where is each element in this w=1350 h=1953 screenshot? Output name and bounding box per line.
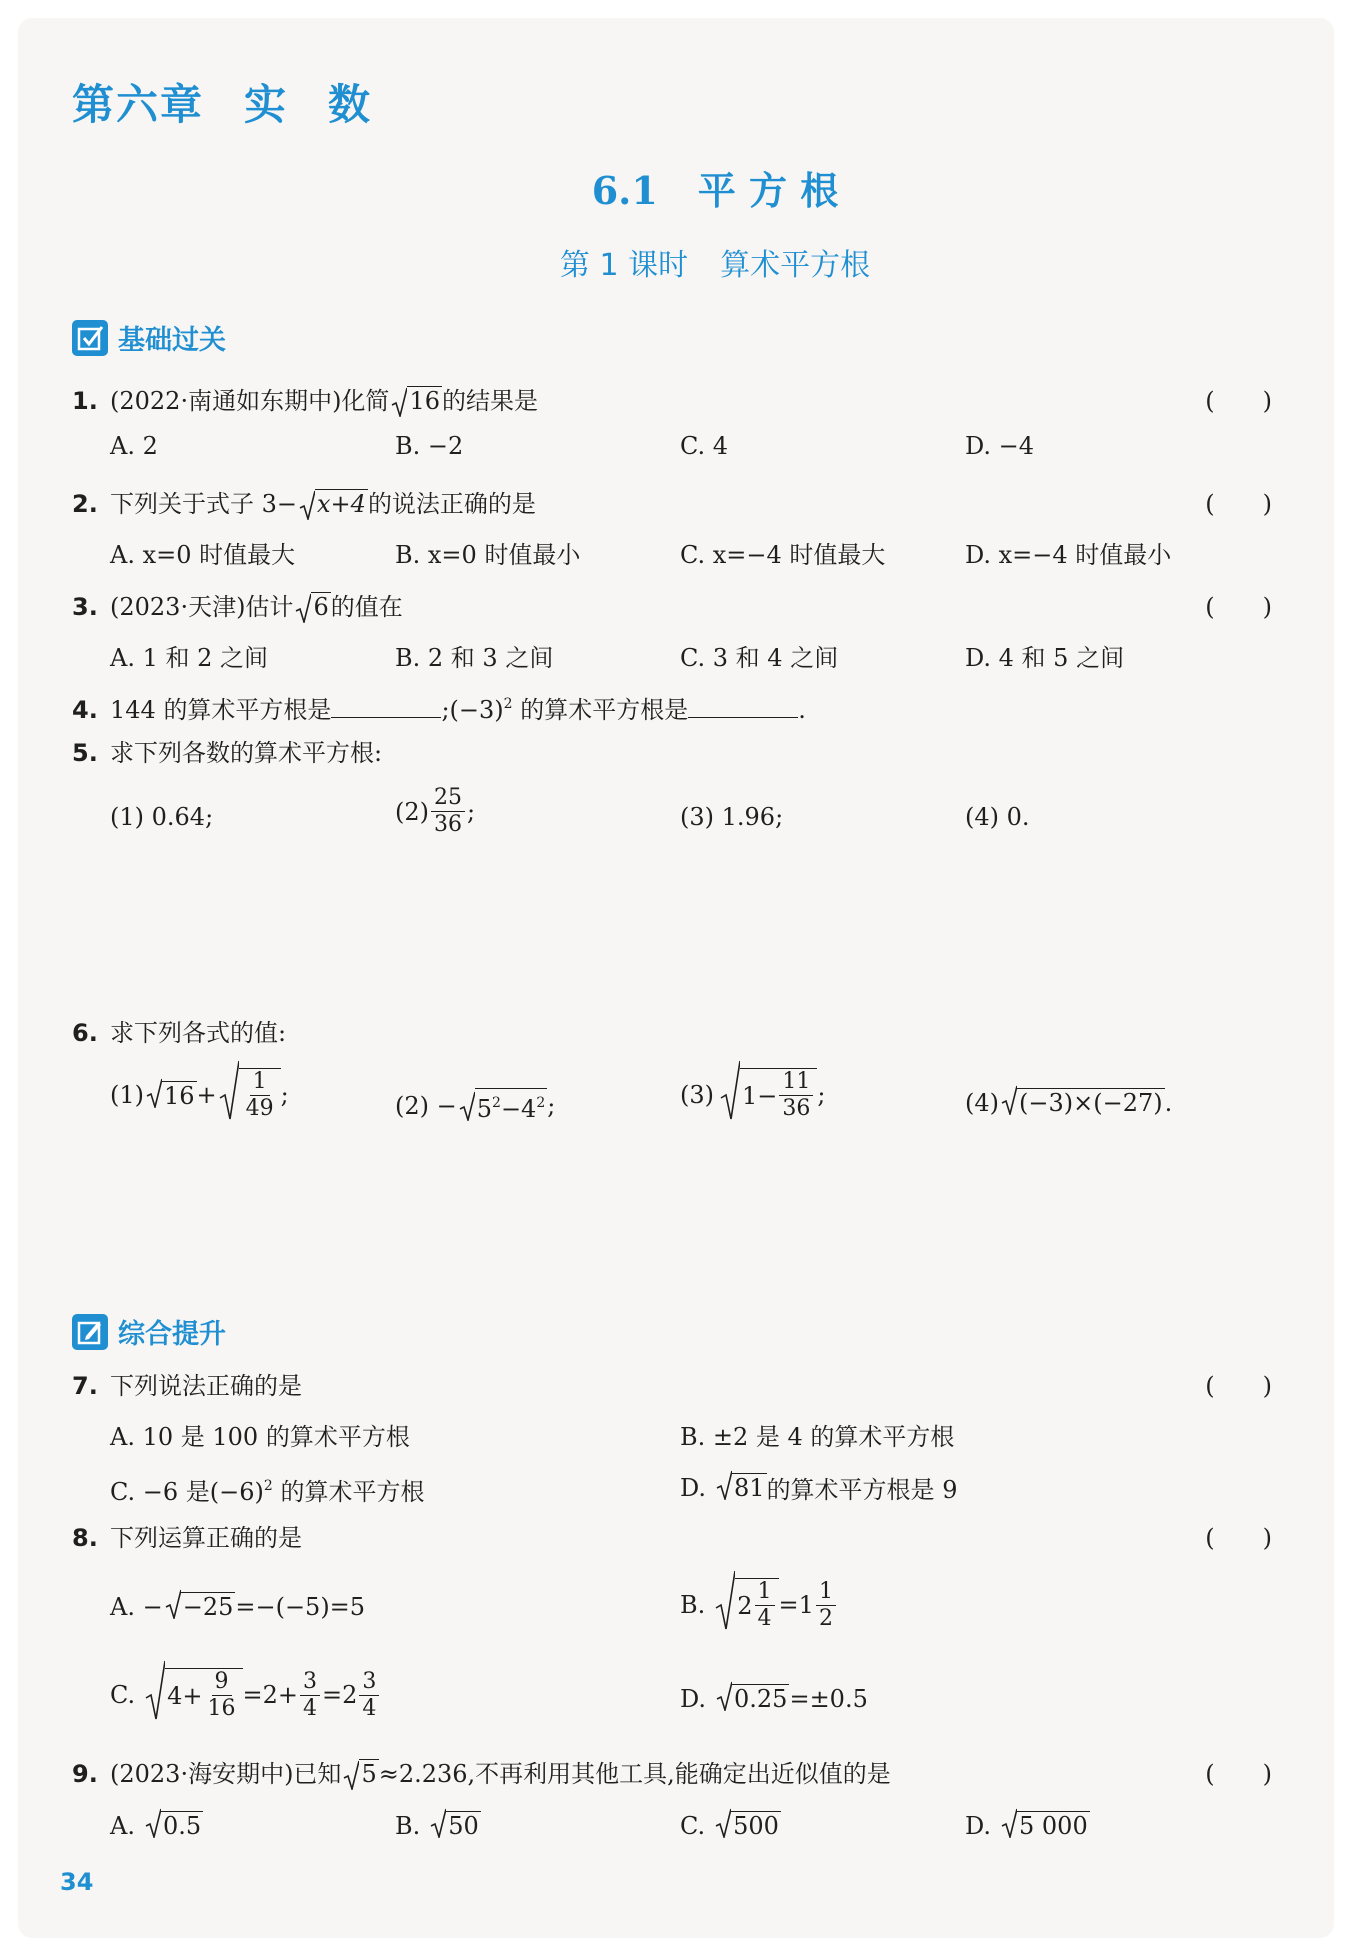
radicand: 0.5 bbox=[162, 1812, 202, 1840]
answer-paren bbox=[1205, 383, 1272, 419]
sqrt-expression bbox=[720, 1068, 817, 1122]
option-a: A. 2 bbox=[110, 432, 158, 460]
numerator: 1 bbox=[755, 1579, 775, 1606]
option-label: D. bbox=[965, 1811, 992, 1840]
period: . bbox=[798, 696, 806, 724]
question-3 bbox=[72, 589, 1272, 625]
sqrt-expression bbox=[145, 1668, 242, 1722]
option-text-end: =±0.5 bbox=[789, 1684, 868, 1713]
page-background bbox=[18, 18, 1334, 1938]
numerator: 25 bbox=[431, 785, 465, 812]
option-text-end: 的算术平方根 bbox=[272, 1478, 425, 1506]
option-label: C. bbox=[680, 1811, 706, 1840]
question-8 bbox=[72, 1520, 1272, 1556]
q6-part-3 bbox=[680, 1068, 825, 1122]
q6-part-1 bbox=[110, 1068, 289, 1122]
question-number: 7. bbox=[72, 1372, 98, 1400]
numerator: 1 bbox=[250, 1069, 270, 1096]
option-text-end: 的算术平方根是 9 bbox=[766, 1476, 958, 1504]
answer-paren bbox=[1205, 1520, 1272, 1556]
denominator: 36 bbox=[434, 812, 462, 837]
question-number: 9. bbox=[72, 1760, 98, 1788]
sqrt-expression bbox=[715, 1578, 778, 1632]
denominator: 4 bbox=[362, 1695, 377, 1721]
option-c: C. 3 和 4 之间 bbox=[680, 644, 839, 672]
part-label: (1) bbox=[110, 1081, 144, 1109]
page-number: 34 bbox=[60, 1868, 94, 1896]
option-label: C. bbox=[110, 1681, 136, 1709]
equals-text: =2+ bbox=[242, 1681, 299, 1709]
question-number: 4. bbox=[72, 696, 98, 724]
semicolon: ; bbox=[280, 1081, 289, 1109]
answer-paren bbox=[1205, 1756, 1272, 1792]
radicand: 5 000 bbox=[1019, 1812, 1088, 1840]
section-title bbox=[0, 160, 1350, 215]
sqrt-expression bbox=[1001, 1811, 1090, 1840]
question-number: 1. bbox=[72, 387, 98, 415]
question-text: 下列关于式子 3− bbox=[110, 490, 298, 518]
paren-char: ( bbox=[1205, 1760, 1215, 1788]
option-label: B. bbox=[680, 1591, 706, 1619]
period: . bbox=[1164, 1088, 1173, 1117]
question-6 bbox=[72, 1015, 1272, 1051]
equals-text-2: =2 bbox=[322, 1681, 358, 1709]
option-label: B. bbox=[395, 1811, 421, 1840]
paren-char: ) bbox=[1262, 593, 1272, 621]
question-number: 5. bbox=[72, 739, 98, 767]
semicolon: ; bbox=[547, 1091, 556, 1120]
semicolon: ; bbox=[817, 1081, 826, 1109]
question-text-end: 的结果是 bbox=[441, 387, 538, 415]
sqrt-expression bbox=[716, 1473, 767, 1502]
exponent-b: 2 bbox=[536, 1095, 546, 1111]
pencil-edit-icon bbox=[72, 1314, 108, 1350]
option-label: D. bbox=[680, 1473, 707, 1502]
option-a bbox=[110, 1811, 203, 1840]
option-d bbox=[965, 1811, 1090, 1840]
paren-char: ) bbox=[1262, 1524, 1272, 1552]
option-c: C. 4 bbox=[680, 432, 729, 460]
paren-char: ( bbox=[1205, 490, 1215, 518]
part-label: (2) bbox=[395, 797, 429, 826]
question-number: 8. bbox=[72, 1524, 98, 1552]
radicand: 50 bbox=[448, 1812, 479, 1840]
radicand: 16 bbox=[164, 1081, 195, 1110]
radicand: x+4 bbox=[317, 490, 366, 518]
answer-blank-1[interactable] bbox=[331, 693, 441, 718]
block-title: 综合提升 bbox=[118, 1319, 226, 1350]
radicand: 6 bbox=[313, 593, 329, 621]
sqrt-expression bbox=[391, 383, 442, 419]
denominator: 2 bbox=[818, 1605, 833, 1631]
option-b bbox=[680, 1578, 838, 1632]
radicand: 16 bbox=[409, 387, 440, 415]
radicand: (−3)×(−27) bbox=[1019, 1089, 1163, 1117]
radicand: 5 bbox=[361, 1760, 377, 1788]
option-b: B. ±2 是 4 的算术平方根 bbox=[680, 1423, 955, 1451]
exponent: 2 bbox=[263, 1478, 273, 1494]
lesson-part: 第 1 课时 bbox=[559, 248, 689, 283]
sqrt-expression bbox=[299, 486, 368, 522]
part-label: (2) − bbox=[395, 1091, 457, 1120]
denominator: 36 bbox=[782, 1096, 811, 1121]
option-d bbox=[680, 1470, 957, 1505]
paren-char: ( bbox=[1205, 387, 1215, 415]
option-c bbox=[680, 1811, 781, 1840]
option-c: C. x=−4 时值最大 bbox=[680, 541, 886, 569]
option-b: B. −2 bbox=[395, 432, 464, 460]
denominator: 4 bbox=[303, 1695, 318, 1721]
paren-char: ) bbox=[1262, 490, 1272, 518]
radicand: 500 bbox=[733, 1812, 779, 1840]
sqrt-expression bbox=[459, 1088, 548, 1123]
paren-char: ( bbox=[1205, 593, 1215, 621]
numerator: 3 bbox=[359, 1669, 379, 1696]
question-text-end: 的说法正确的是 bbox=[367, 490, 536, 518]
paren-char: ( bbox=[1205, 1524, 1215, 1552]
exponent: 2 bbox=[503, 696, 513, 712]
option-c bbox=[110, 1668, 381, 1722]
question-text: (2022·南通如东期中)化简 bbox=[110, 387, 390, 415]
numerator: 11 bbox=[779, 1069, 813, 1096]
question-text: 求下列各式的值: bbox=[110, 1019, 287, 1047]
option-a: A. 10 是 100 的算术平方根 bbox=[110, 1423, 410, 1451]
option-a: A. 1 和 2 之间 bbox=[110, 644, 269, 672]
question-text-3: 的算术平方根是 bbox=[512, 696, 689, 724]
sqrt-expression bbox=[295, 589, 330, 625]
block-title: 基础过关 bbox=[118, 325, 226, 356]
sqrt-expression bbox=[145, 1811, 203, 1840]
question-text-end: 的值在 bbox=[330, 593, 403, 621]
checkbox-icon bbox=[72, 320, 108, 356]
sqrt-expression bbox=[1001, 1088, 1165, 1117]
answer-paren bbox=[1205, 589, 1272, 625]
q6-part-2 bbox=[395, 1088, 555, 1123]
denominator: 16 bbox=[207, 1696, 236, 1721]
chapter-word-2: 数 bbox=[328, 80, 373, 129]
question-1-options bbox=[110, 432, 1260, 472]
numerator: 1 bbox=[816, 1579, 836, 1606]
question-3-options bbox=[110, 638, 1260, 678]
option-d: D. x=−4 时值最小 bbox=[965, 541, 1172, 569]
question-text: (2023·天津)估计 bbox=[110, 593, 294, 621]
option-b: B. x=0 时值最小 bbox=[395, 541, 581, 569]
question-text: 下列说法正确的是 bbox=[110, 1372, 302, 1400]
paren-char: ) bbox=[1262, 1372, 1272, 1400]
chapter-title bbox=[72, 72, 412, 132]
block-heading-basic bbox=[72, 318, 226, 357]
option-a: A. x=0 时值最大 bbox=[110, 541, 296, 569]
denominator: 49 bbox=[245, 1096, 274, 1121]
radicand-start: 1− bbox=[742, 1081, 778, 1110]
option-b: B. 2 和 3 之间 bbox=[395, 644, 554, 672]
q5-part-2 bbox=[395, 785, 475, 838]
question-2 bbox=[72, 486, 1272, 522]
paren-char: ) bbox=[1262, 1760, 1272, 1788]
radicand-start: 4+ bbox=[167, 1681, 203, 1710]
denominator: 4 bbox=[757, 1606, 772, 1631]
q5-part-1: (1) 0.64; bbox=[110, 803, 214, 831]
question-text-2: ;(−3) bbox=[441, 696, 504, 724]
answer-blank-2[interactable] bbox=[688, 693, 798, 718]
radicand: 81 bbox=[734, 1474, 765, 1502]
question-number: 6. bbox=[72, 1019, 98, 1047]
radicand: −25 bbox=[182, 1593, 234, 1621]
question-1 bbox=[72, 383, 1272, 419]
numerator: 3 bbox=[300, 1669, 320, 1696]
paren-char: ) bbox=[1262, 387, 1272, 415]
question-number: 3. bbox=[72, 593, 98, 621]
q5-part-3: (3) 1.96; bbox=[680, 803, 784, 831]
option-d: D. −4 bbox=[965, 432, 1035, 460]
section-number: 6.1 bbox=[591, 168, 658, 213]
block-heading-advanced bbox=[72, 1312, 226, 1351]
option-label: D. bbox=[680, 1684, 707, 1713]
part-label: (3) bbox=[680, 1081, 714, 1109]
sqrt-expression bbox=[430, 1811, 481, 1840]
plus-sign: + bbox=[196, 1081, 217, 1109]
option-label: A. − bbox=[110, 1592, 163, 1621]
option-label: A. bbox=[110, 1811, 135, 1840]
option-d: D. 4 和 5 之间 bbox=[965, 644, 1125, 672]
option-b bbox=[395, 1811, 481, 1840]
fraction bbox=[431, 785, 465, 838]
question-9 bbox=[72, 1756, 1272, 1792]
paren-char: ( bbox=[1205, 1372, 1215, 1400]
radicand: 0.25 bbox=[734, 1685, 788, 1713]
question-text: 下列运算正确的是 bbox=[110, 1524, 302, 1552]
lesson-title bbox=[0, 240, 1350, 284]
chapter-word-1: 实 bbox=[244, 80, 289, 129]
sqrt-expression bbox=[343, 1756, 378, 1792]
question-2-options bbox=[110, 535, 1260, 575]
sqrt-expression bbox=[146, 1081, 197, 1110]
question-text: 求下列各数的算术平方根: bbox=[110, 739, 383, 767]
option-text: C. −6 是(−6) bbox=[110, 1478, 264, 1506]
sqrt-expression bbox=[716, 1684, 789, 1713]
integer-part: 2 bbox=[737, 1591, 753, 1620]
sqrt-expression bbox=[715, 1811, 781, 1840]
answer-paren bbox=[1205, 1368, 1272, 1404]
q6-part-4 bbox=[965, 1088, 1172, 1117]
sqrt-expression bbox=[165, 1592, 236, 1621]
option-d bbox=[680, 1684, 868, 1713]
question-text: 144 的算术平方根是 bbox=[110, 696, 332, 724]
base-b: −4 bbox=[500, 1095, 537, 1123]
equals-text: =1 bbox=[778, 1591, 814, 1619]
question-text-end: ≈2.236,不再利用其他工具,能确定出近似值的是 bbox=[378, 1760, 891, 1788]
exponent-a: 2 bbox=[492, 1095, 501, 1111]
q5-part-4: (4) 0. bbox=[965, 803, 1030, 831]
sqrt-fraction bbox=[219, 1068, 281, 1122]
semicolon: ; bbox=[467, 797, 476, 826]
numerator: 9 bbox=[212, 1669, 232, 1696]
chapter-number: 第六章 bbox=[72, 80, 205, 129]
option-c bbox=[110, 1472, 424, 1507]
question-7 bbox=[72, 1368, 1272, 1404]
option-text-end: =−(−5)=5 bbox=[235, 1592, 366, 1621]
part-label: (4) bbox=[965, 1088, 999, 1117]
question-5 bbox=[72, 735, 1272, 771]
section-name: 平 方 根 bbox=[697, 168, 839, 213]
answer-paren bbox=[1205, 486, 1272, 522]
question-4 bbox=[72, 686, 1272, 728]
question-text: (2023·海安期中)已知 bbox=[110, 1760, 342, 1788]
question-number: 2. bbox=[72, 490, 98, 518]
option-a bbox=[110, 1592, 365, 1621]
base-a: 5 bbox=[476, 1095, 493, 1123]
lesson-name: 算术平方根 bbox=[720, 248, 871, 283]
